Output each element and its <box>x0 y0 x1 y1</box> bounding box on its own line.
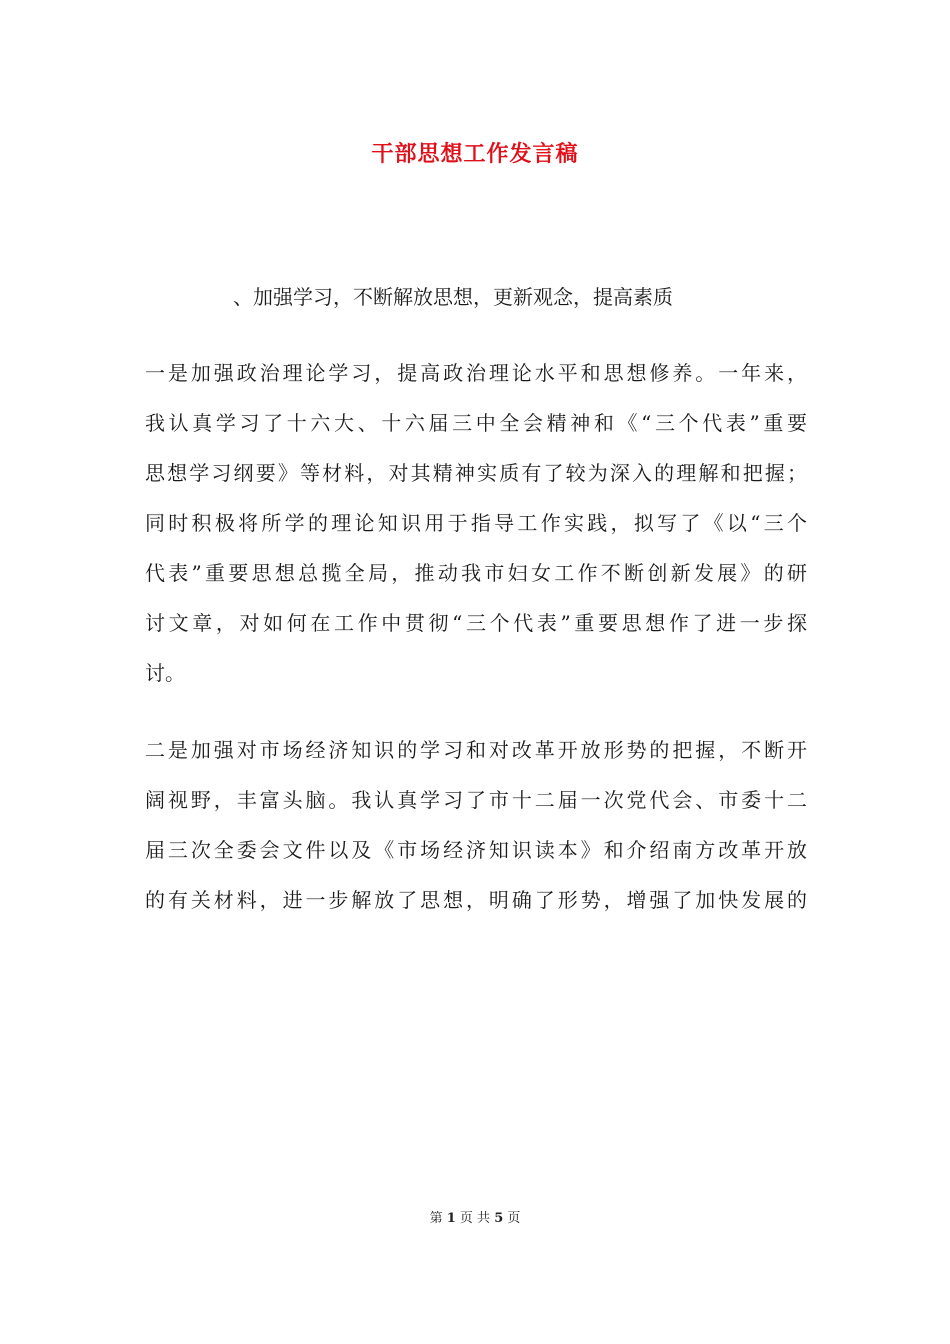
paragraph-line: 同时积极将所学的理论知识用于指导工作实践，拟写了《以“三个 <box>145 511 807 535</box>
paragraph-line: 的有关材料，进一步解放了思想，明确了形势，增强了加快发展的 <box>145 888 807 912</box>
page-footer <box>0 1207 950 1226</box>
document-body <box>145 272 807 925</box>
paragraph-line: 阔视野，丰富头脑。我认真学习了市十二届一次党代会、市委十二 <box>145 788 807 812</box>
footer-middle: 页 共 <box>459 1211 491 1226</box>
paragraph-line: 讨。 <box>145 661 185 685</box>
footer-current-page: 1 <box>446 1211 456 1226</box>
paragraph-2 <box>145 725 807 925</box>
section-heading: 、加强学习，不断解放思想，更新观念，提高素质 <box>233 285 673 309</box>
footer-total-pages: 5 <box>494 1211 504 1226</box>
document-title: 干部思想工作发言稿 <box>371 141 579 167</box>
paragraph-line: 思想学习纲要》等材料，对其精神实质有了较为深入的理解和把握； <box>145 461 807 485</box>
paragraph-1 <box>145 348 807 698</box>
paragraph-line: 一是加强政治理论学习，提高政治理论水平和思想修养。一年来， <box>145 361 807 385</box>
paragraph-line: 代表”重要思想总揽全局，推动我市妇女工作不断创新发展》的研 <box>145 561 807 585</box>
paragraph-line: 讨文章，对如何在工作中贯彻“三个代表”重要思想作了进一步探 <box>145 611 807 635</box>
paragraph-line: 二是加强对市场经济知识的学习和对改革开放形势的把握，不断开 <box>145 738 807 762</box>
paragraph-line: 届三次全委会文件以及《市场经济知识读本》和介绍南方改革开放 <box>145 838 807 862</box>
footer-suffix: 页 <box>507 1211 521 1226</box>
paragraph-line: 我认真学习了十六大、十六届三中全会精神和《“三个代表”重要 <box>145 411 807 435</box>
footer-prefix: 第 <box>429 1211 443 1226</box>
